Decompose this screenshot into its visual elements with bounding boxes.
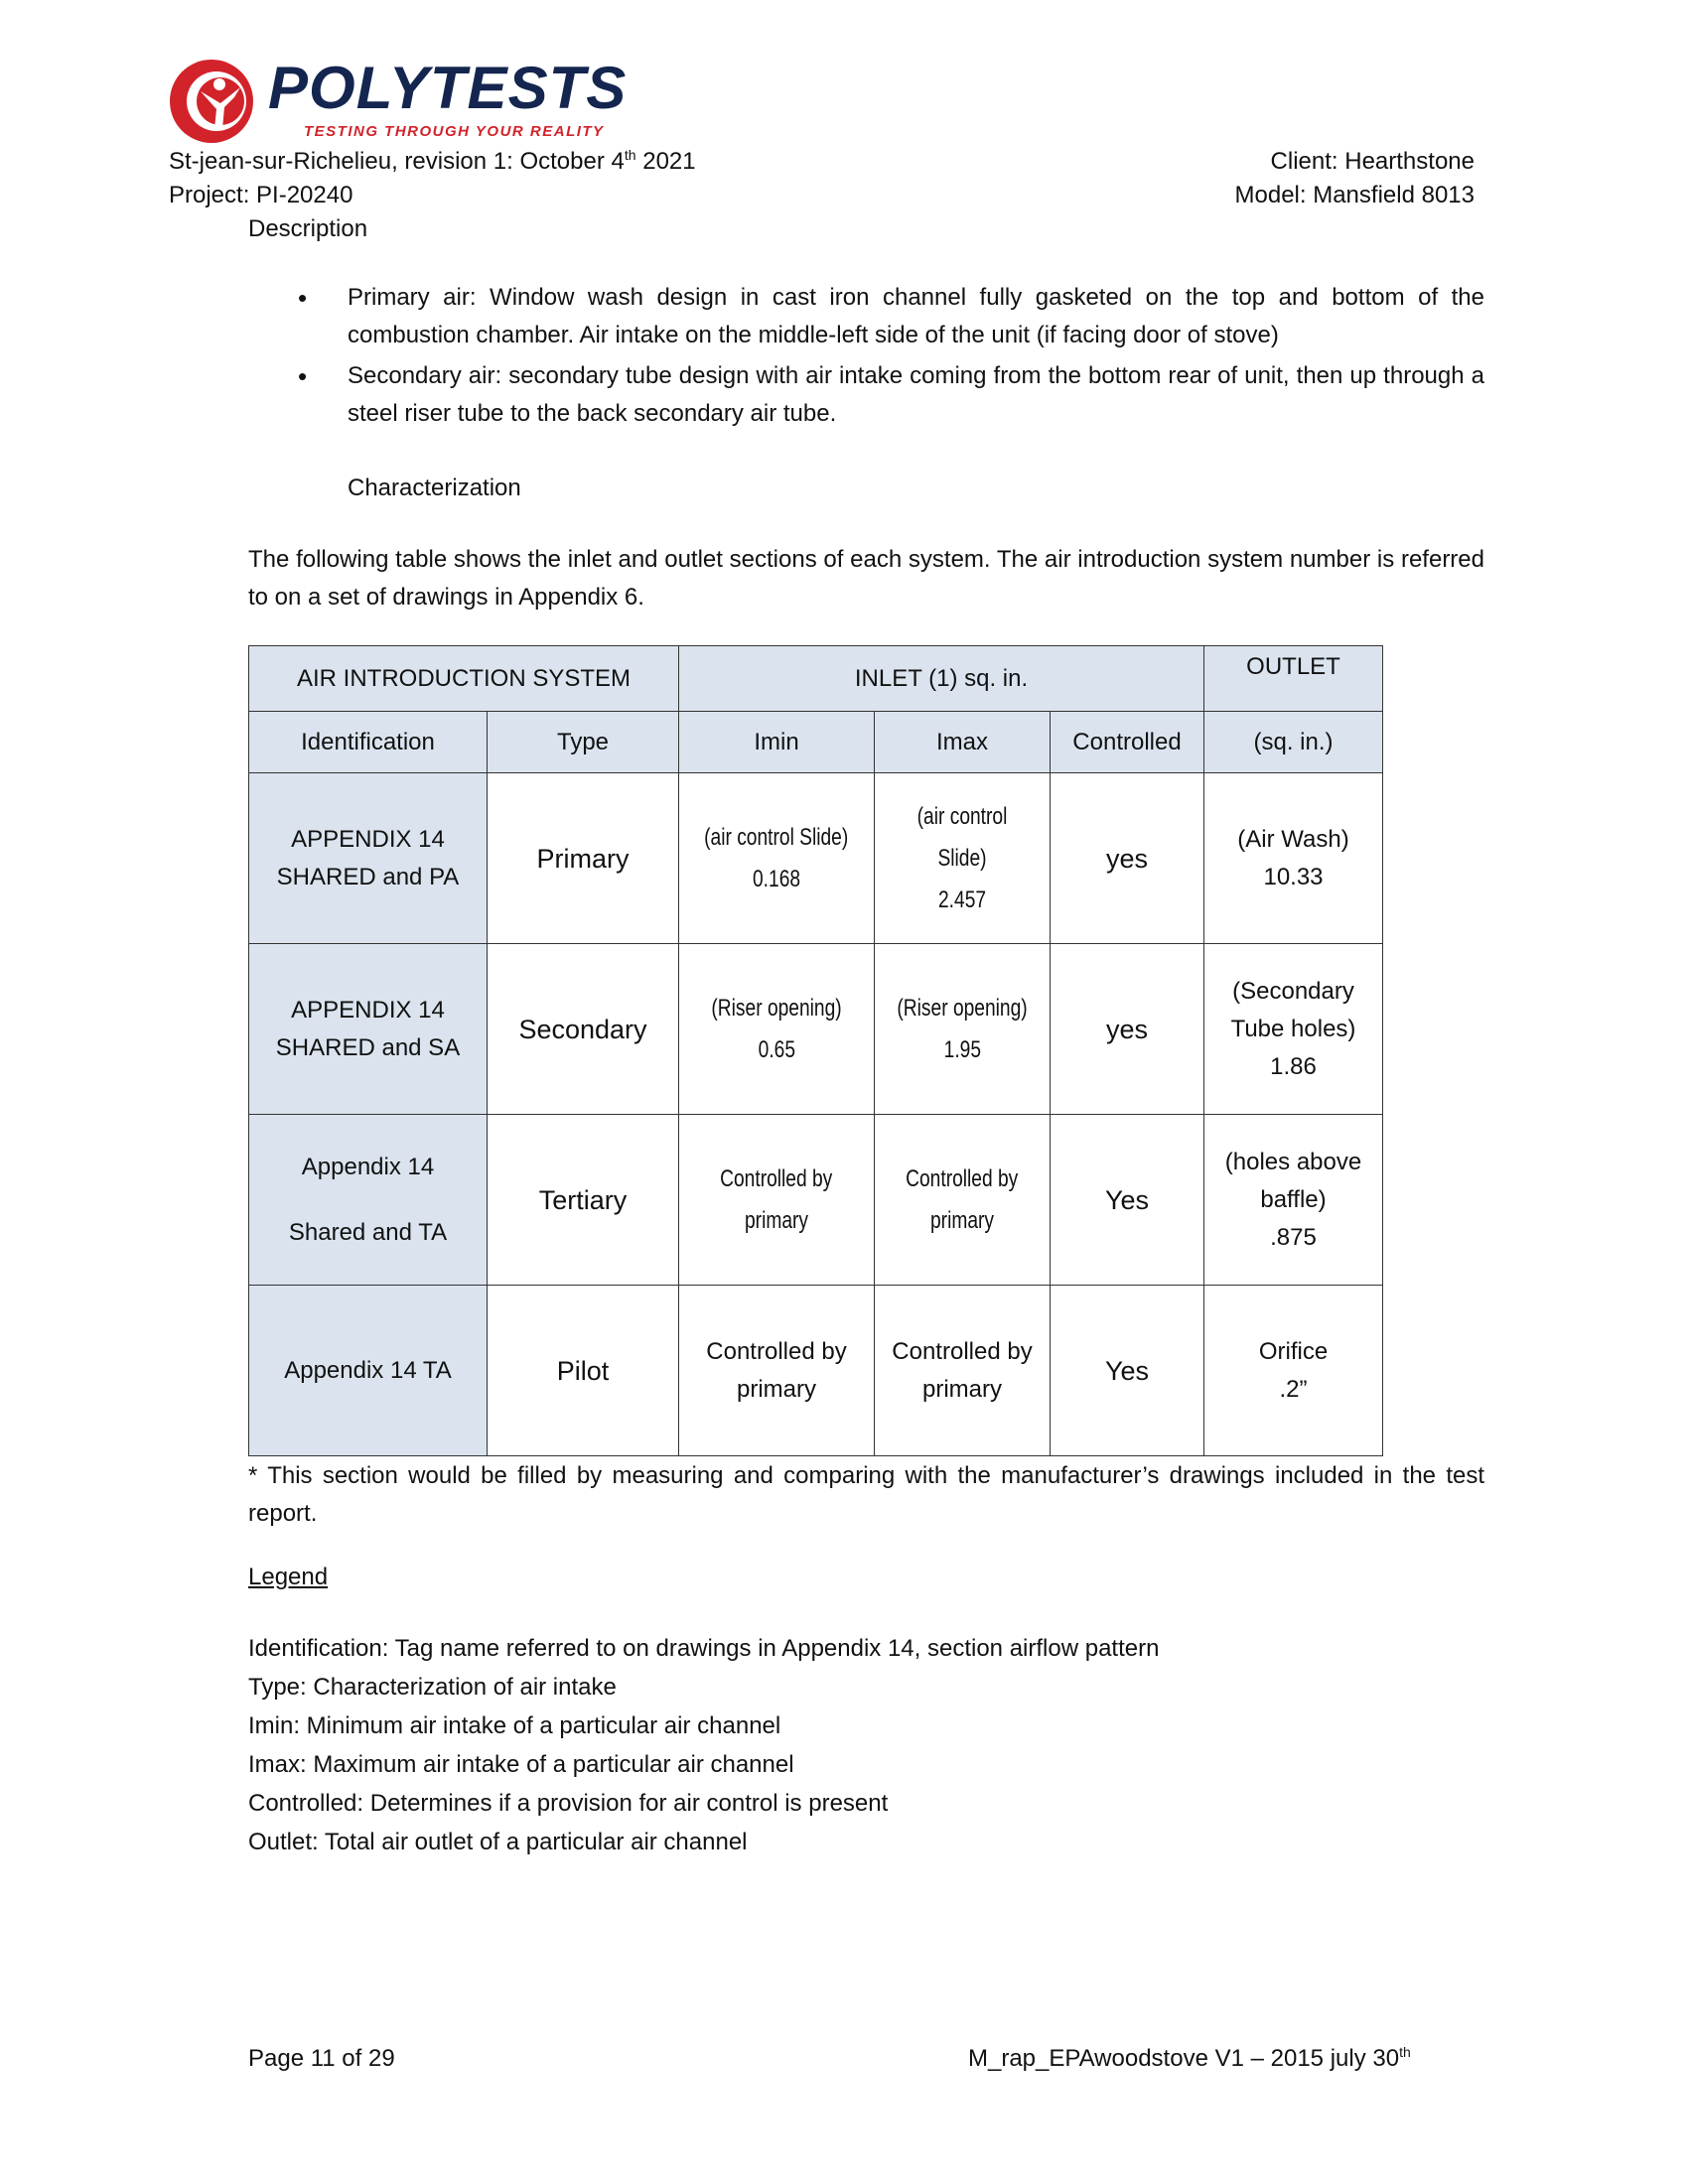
header-project: Project: PI-20240	[169, 182, 353, 208]
legend-title: Legend	[248, 1564, 329, 1590]
cell-identification: APPENDIX 14 SHARED and PA	[249, 773, 488, 944]
section-description-title: Description	[248, 215, 368, 242]
air-introduction-table	[248, 645, 1383, 1456]
page-number: Page 11 of 29	[248, 2045, 395, 2072]
cell-controlled: Yes	[1051, 1286, 1204, 1456]
bullet-primary-air: • Primary air: Window wash design in cast iron channel fully gasketed on the top and bottom of the combustion chamber. Air intake on the middle-left side of the unit (if facing door of stove)	[248, 279, 1484, 354]
cell-type: Secondary	[488, 944, 679, 1115]
cell-imax: Controlled by primary	[875, 1286, 1051, 1456]
table-row	[249, 773, 1383, 944]
table-row	[249, 944, 1383, 1115]
header-outlet: OUTLET	[1204, 646, 1383, 712]
bullet-secondary-air: • Secondary air: secondary tube design with air intake coming from the bottom rear of unit, then up through a steel riser tube to the back secondary air tube.	[248, 357, 1484, 433]
cell-imax: Controlled by primary	[875, 1115, 1051, 1286]
header-model: Model: Mansfield 8013	[1234, 182, 1475, 208]
header-air-system: AIR INTRODUCTION SYSTEM	[249, 646, 679, 712]
cell-identification: APPENDIX 14 SHARED and SA	[249, 944, 488, 1115]
header-right	[1235, 145, 1475, 212]
cell-outlet: (holes above baffle) .875	[1204, 1115, 1383, 1286]
header-identification: Identification	[249, 712, 488, 773]
cell-imin: (air control Slide) 0.168	[679, 773, 875, 944]
legend-item: Type: Characterization of air intake	[248, 1674, 617, 1701]
legend-item: Outlet: Total air outlet of a particular air channel	[248, 1829, 748, 1855]
logo-tagline: TESTING THROUGH YOUR REALITY	[304, 123, 605, 140]
cell-imin: Controlled by primary	[679, 1115, 875, 1286]
header-client: Client: Hearthstone	[1270, 148, 1475, 175]
header-location: St-jean-sur-Richelieu, revision 1: October 4th 2021	[169, 147, 696, 175]
cell-type: Pilot	[488, 1286, 679, 1456]
table-row	[249, 1115, 1383, 1286]
company-logo	[169, 55, 628, 147]
legend-list	[248, 1629, 1159, 1861]
header-type: Type	[488, 712, 679, 773]
cell-imax: (air control Slide) 2.457	[875, 773, 1051, 944]
document-reference: M_rap_EPAwoodstove V1 – 2015 july 30th	[968, 2044, 1411, 2072]
cell-imin: (Riser opening) 0.65	[679, 944, 875, 1115]
header-imax: Imax	[875, 712, 1051, 773]
header-controlled: Controlled	[1051, 712, 1204, 773]
cell-controlled: Yes	[1051, 1115, 1204, 1286]
header-outlet-unit: (sq. in.)	[1204, 712, 1383, 773]
characterization-title: Characterization	[348, 475, 521, 501]
logo-wordmark: POLYTESTS	[268, 55, 628, 121]
cell-outlet: (Secondary Tube holes) 1.86	[1204, 944, 1383, 1115]
cell-type: Primary	[488, 773, 679, 944]
cell-outlet: (Air Wash) 10.33	[1204, 773, 1383, 944]
cell-outlet: Orifice .2”	[1204, 1286, 1383, 1456]
cell-controlled: yes	[1051, 944, 1204, 1115]
header-left	[169, 145, 696, 212]
intro-paragraph: The following table shows the inlet and outlet sections of each system. The air introduction system number is referred to on a set of drawings in Appendix 6.	[248, 546, 1484, 611]
cell-imin: Controlled by primary	[679, 1286, 875, 1456]
legend-item: Imax: Maximum air intake of a particular air channel	[248, 1751, 794, 1778]
cell-identification: Appendix 14 Shared and TA	[249, 1115, 488, 1286]
legend-item: Controlled: Determines if a provision for air control is present	[248, 1790, 889, 1817]
header-imin: Imin	[679, 712, 875, 773]
cell-identification: Appendix 14 TA	[249, 1286, 488, 1456]
legend-item: Imin: Minimum air intake of a particular air channel	[248, 1712, 781, 1739]
description-bullets	[248, 279, 1484, 436]
table-row	[249, 1286, 1383, 1456]
header-inlet: INLET (1) sq. in.	[679, 646, 1204, 712]
table-footnote: * This section would be filled by measuring and comparing with the manufacturer’s drawings included in the test report.	[248, 1462, 1484, 1527]
cell-imax: (Riser opening) 1.95	[875, 944, 1051, 1115]
cell-type: Tertiary	[488, 1115, 679, 1286]
legend-item: Identification: Tag name referred to on drawings in Appendix 14, section airflow pattern	[248, 1635, 1160, 1662]
cell-controlled: yes	[1051, 773, 1204, 944]
